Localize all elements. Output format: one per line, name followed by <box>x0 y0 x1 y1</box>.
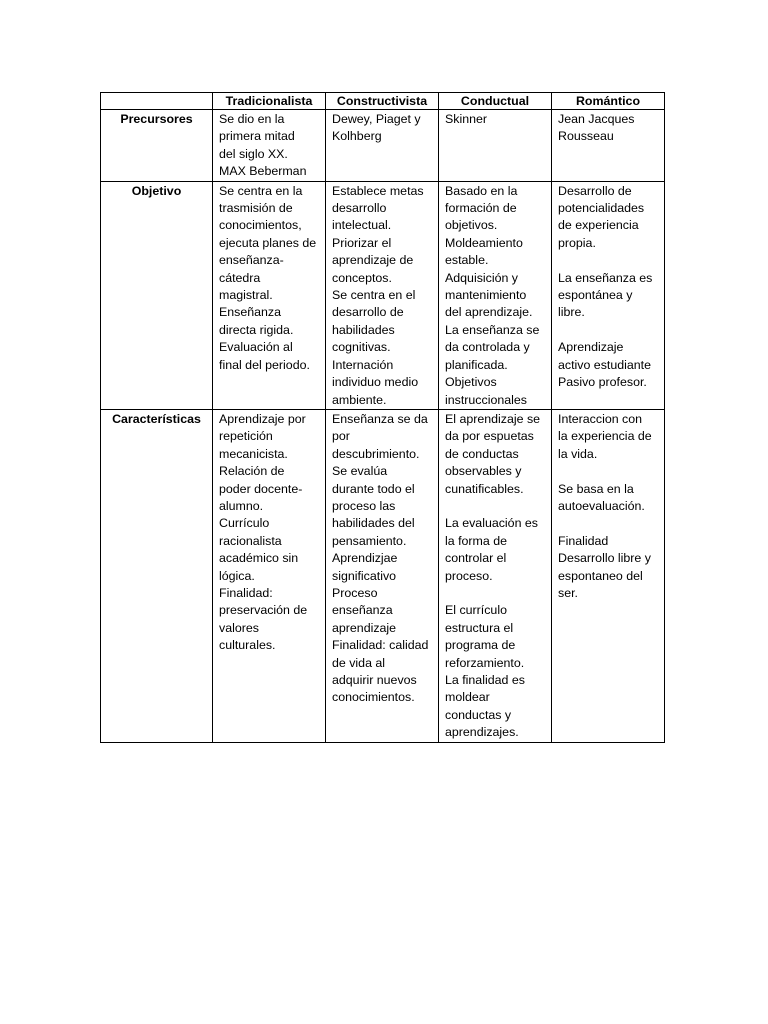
cell-text-line: Aprendizaje <box>558 340 624 355</box>
cell-text-line: significativo <box>332 568 397 583</box>
cell-text-line: culturales. <box>219 638 276 653</box>
cell-text-line: Jean Jacques <box>558 112 635 126</box>
cell-text-line: Se dio en la <box>219 112 285 126</box>
cell-text-line: objetivos. <box>445 218 498 233</box>
table-cell <box>439 409 552 742</box>
table-cell <box>439 181 552 409</box>
cell-text-line: moldear <box>445 690 490 705</box>
cell-text-line: cátedra <box>219 270 261 285</box>
cell-text-line: magistral. <box>219 288 273 303</box>
cell-text-line: Evaluación al <box>219 340 293 355</box>
header-row <box>101 93 665 110</box>
cell-text-line: Pasivo profesor. <box>558 375 647 390</box>
cell-text-line: espontaneo del <box>558 568 643 583</box>
cell-text-line: directa rigida. <box>219 322 294 337</box>
cell-text-line: propia. <box>558 235 596 250</box>
cell-text-line: Dewey, Piaget y <box>332 112 421 126</box>
cell-text-line: mecanicista. <box>219 446 288 461</box>
table-cell <box>552 181 665 409</box>
cell-text-line: conocimientos, <box>219 218 302 233</box>
cell-text-line: habilidades <box>332 322 395 337</box>
cell-text-line: ser. <box>558 585 578 600</box>
cell-text-line: Basado en la <box>445 183 518 198</box>
cell-text-line: Finalidad <box>558 533 609 548</box>
cell-text-line: Kolhberg <box>332 129 382 144</box>
cell-text-line: El aprendizaje se <box>445 411 541 426</box>
cell-text-line: repetición <box>219 429 273 444</box>
cell-text-line: alumno. <box>219 498 264 513</box>
cell-text-line: Se basa en la <box>558 481 634 496</box>
cell-text-line: programa de <box>445 638 516 653</box>
cell-text-line: final del periodo. <box>219 357 310 372</box>
cell-text-line: conocimientos. <box>332 690 415 705</box>
cell-text-line: Rousseau <box>558 129 614 144</box>
cell-blank-line <box>558 322 661 339</box>
cell-text-line: estable. <box>445 253 489 268</box>
cell-text-line: del aprendizaje. <box>445 305 533 320</box>
cell-text-line: Enseñanza se da <box>332 411 428 426</box>
cell-text-line: la forma de <box>445 533 507 548</box>
cell-text-line: cognitivas. <box>332 340 391 355</box>
cell-text-line: autoevaluación. <box>558 498 645 513</box>
cell-text-line: reforzamiento. <box>445 655 525 670</box>
cell-text-line: poder docente- <box>219 481 303 496</box>
cell-text-line: estructura el <box>445 620 514 635</box>
cell-text-line: adquirir nuevos <box>332 673 417 687</box>
cell-text-line: proceso las <box>332 498 396 513</box>
cell-text-line: Adquisición y <box>445 270 519 285</box>
cell-text-line: primera mitad <box>219 129 295 144</box>
cell-text-line: Priorizar el <box>332 235 392 250</box>
cell-text-line: de experiencia <box>558 218 639 233</box>
cell-blank-line <box>558 515 661 532</box>
cell-text-line: habilidades del <box>332 516 415 531</box>
cell-text-line: Finalidad: <box>219 585 273 600</box>
cell-text-line: Enseñanza <box>219 305 282 320</box>
header-cell-empty <box>101 93 213 110</box>
cell-text-line: descubrimiento. <box>332 446 420 461</box>
cell-text-line: planificada. <box>445 357 508 372</box>
cell-text-line: ambiente. <box>332 392 387 407</box>
cell-text-line: aprendizajes. <box>445 725 519 740</box>
cell-text-line: del siglo XX. <box>219 146 288 161</box>
table-cell <box>326 110 439 182</box>
cell-blank-line <box>445 585 548 602</box>
header-cell-romantico: Romántico <box>552 93 665 110</box>
cell-text-line: académico sin <box>219 551 299 566</box>
table-row <box>101 409 665 742</box>
cell-text-line: instruccionales <box>445 392 527 407</box>
cell-text-line: de conductas <box>445 446 519 461</box>
cell-text-line: cunatificables. <box>445 481 524 496</box>
cell-text-line: aprendizaje <box>332 620 397 635</box>
cell-text-line: El currículo <box>445 603 507 618</box>
table-row <box>101 181 665 409</box>
cell-text-line: la vida. <box>558 446 598 461</box>
cell-text-line: trasmisión de <box>219 201 293 216</box>
table-cell <box>326 181 439 409</box>
cell-blank-line <box>445 498 548 515</box>
cell-text-line: conductas y <box>445 707 512 722</box>
table-cell <box>213 409 326 742</box>
table-cell <box>213 110 326 182</box>
cell-text-line: Finalidad: calidad <box>332 638 429 653</box>
cell-text-line: observables y <box>445 464 522 479</box>
cell-text-line: ejecuta planes de <box>219 235 317 250</box>
cell-text-line: enseñanza <box>332 603 393 618</box>
cell-text-line: preservación de <box>219 603 308 618</box>
cell-text-line: La finalidad es <box>445 672 525 687</box>
cell-text-line: proceso. <box>445 568 493 583</box>
cell-text-line: individuo medio <box>332 375 419 390</box>
row-label-caracteristicas: Características <box>101 409 213 742</box>
cell-text-line: Aprendizjae <box>332 551 398 566</box>
cell-text-line: Interaccion con <box>558 411 643 426</box>
cell-text-line: Moldeamiento <box>445 235 523 250</box>
cell-text-line: mantenimiento <box>445 288 527 303</box>
table-cell <box>326 409 439 742</box>
cell-text-line: aprendizaje de <box>332 253 414 268</box>
cell-text-line: La enseñanza es <box>558 270 653 285</box>
cell-text-line: controlar el <box>445 551 507 566</box>
cell-text-line: valores <box>219 620 259 635</box>
comparison-table <box>100 92 665 743</box>
cell-text-line: conceptos. <box>332 270 392 285</box>
cell-text-line: Se evalúa <box>332 464 388 479</box>
cell-text-line: desarrollo de <box>332 305 404 320</box>
table-cell <box>552 409 665 742</box>
table-cell <box>439 110 552 182</box>
cell-text-line: Internación <box>332 357 394 372</box>
cell-text-line: Aprendizaje por <box>219 411 306 426</box>
cell-blank-line <box>558 463 661 480</box>
table-row <box>101 110 665 182</box>
cell-text-line: potencialidades <box>558 201 645 216</box>
cell-text-line: activo estudiante <box>558 357 651 372</box>
row-label-objetivo: Objetivo <box>101 181 213 409</box>
cell-text-line: formación de <box>445 201 517 216</box>
header-cell-constructivista: Constructivista <box>326 93 439 110</box>
cell-text-line: la experiencia de <box>558 429 652 444</box>
cell-text-line: racionalista <box>219 533 282 548</box>
cell-text-line: Se centra en la <box>219 183 303 198</box>
cell-text-line: por <box>332 429 350 444</box>
cell-text-line: MAX Beberman <box>219 164 307 179</box>
cell-text-line: Desarrollo libre y <box>558 551 651 566</box>
cell-text-line: Objetivos <box>445 375 497 390</box>
cell-text-line: Currículo <box>219 516 270 531</box>
cell-text-line: La enseñanza se <box>445 322 540 337</box>
cell-text-line: Relación de <box>219 464 285 479</box>
cell-text-line: Establece metas <box>332 183 424 198</box>
cell-blank-line <box>558 252 661 269</box>
cell-text-line: La evaluación es <box>445 516 538 531</box>
cell-text-line: intelectual. <box>332 218 392 233</box>
cell-text-line: espontánea y <box>558 288 633 303</box>
cell-text-line: Skinner <box>445 112 488 126</box>
cell-text-line: da controlada y <box>445 340 530 355</box>
header-cell-tradicionalista: Tradicionalista <box>213 93 326 110</box>
row-label-precursores: Precursores <box>101 110 213 182</box>
cell-text-line: da por espuetas <box>445 429 534 444</box>
table-cell <box>213 181 326 409</box>
cell-text-line: Desarrollo de <box>558 183 632 198</box>
cell-text-line: libre. <box>558 305 585 320</box>
cell-text-line: desarrollo <box>332 201 387 216</box>
header-cell-conductual: Conductual <box>439 93 552 110</box>
cell-text-line: Proceso <box>332 585 378 600</box>
cell-text-line: durante todo el <box>332 481 415 496</box>
cell-text-line: pensamiento. <box>332 533 407 548</box>
table-cell <box>552 110 665 182</box>
cell-text-line: Se centra en el <box>332 288 416 303</box>
cell-text-line: lógica. <box>219 568 255 583</box>
cell-text-line: enseñanza- <box>219 253 284 268</box>
cell-text-line: de vida al <box>332 655 386 670</box>
